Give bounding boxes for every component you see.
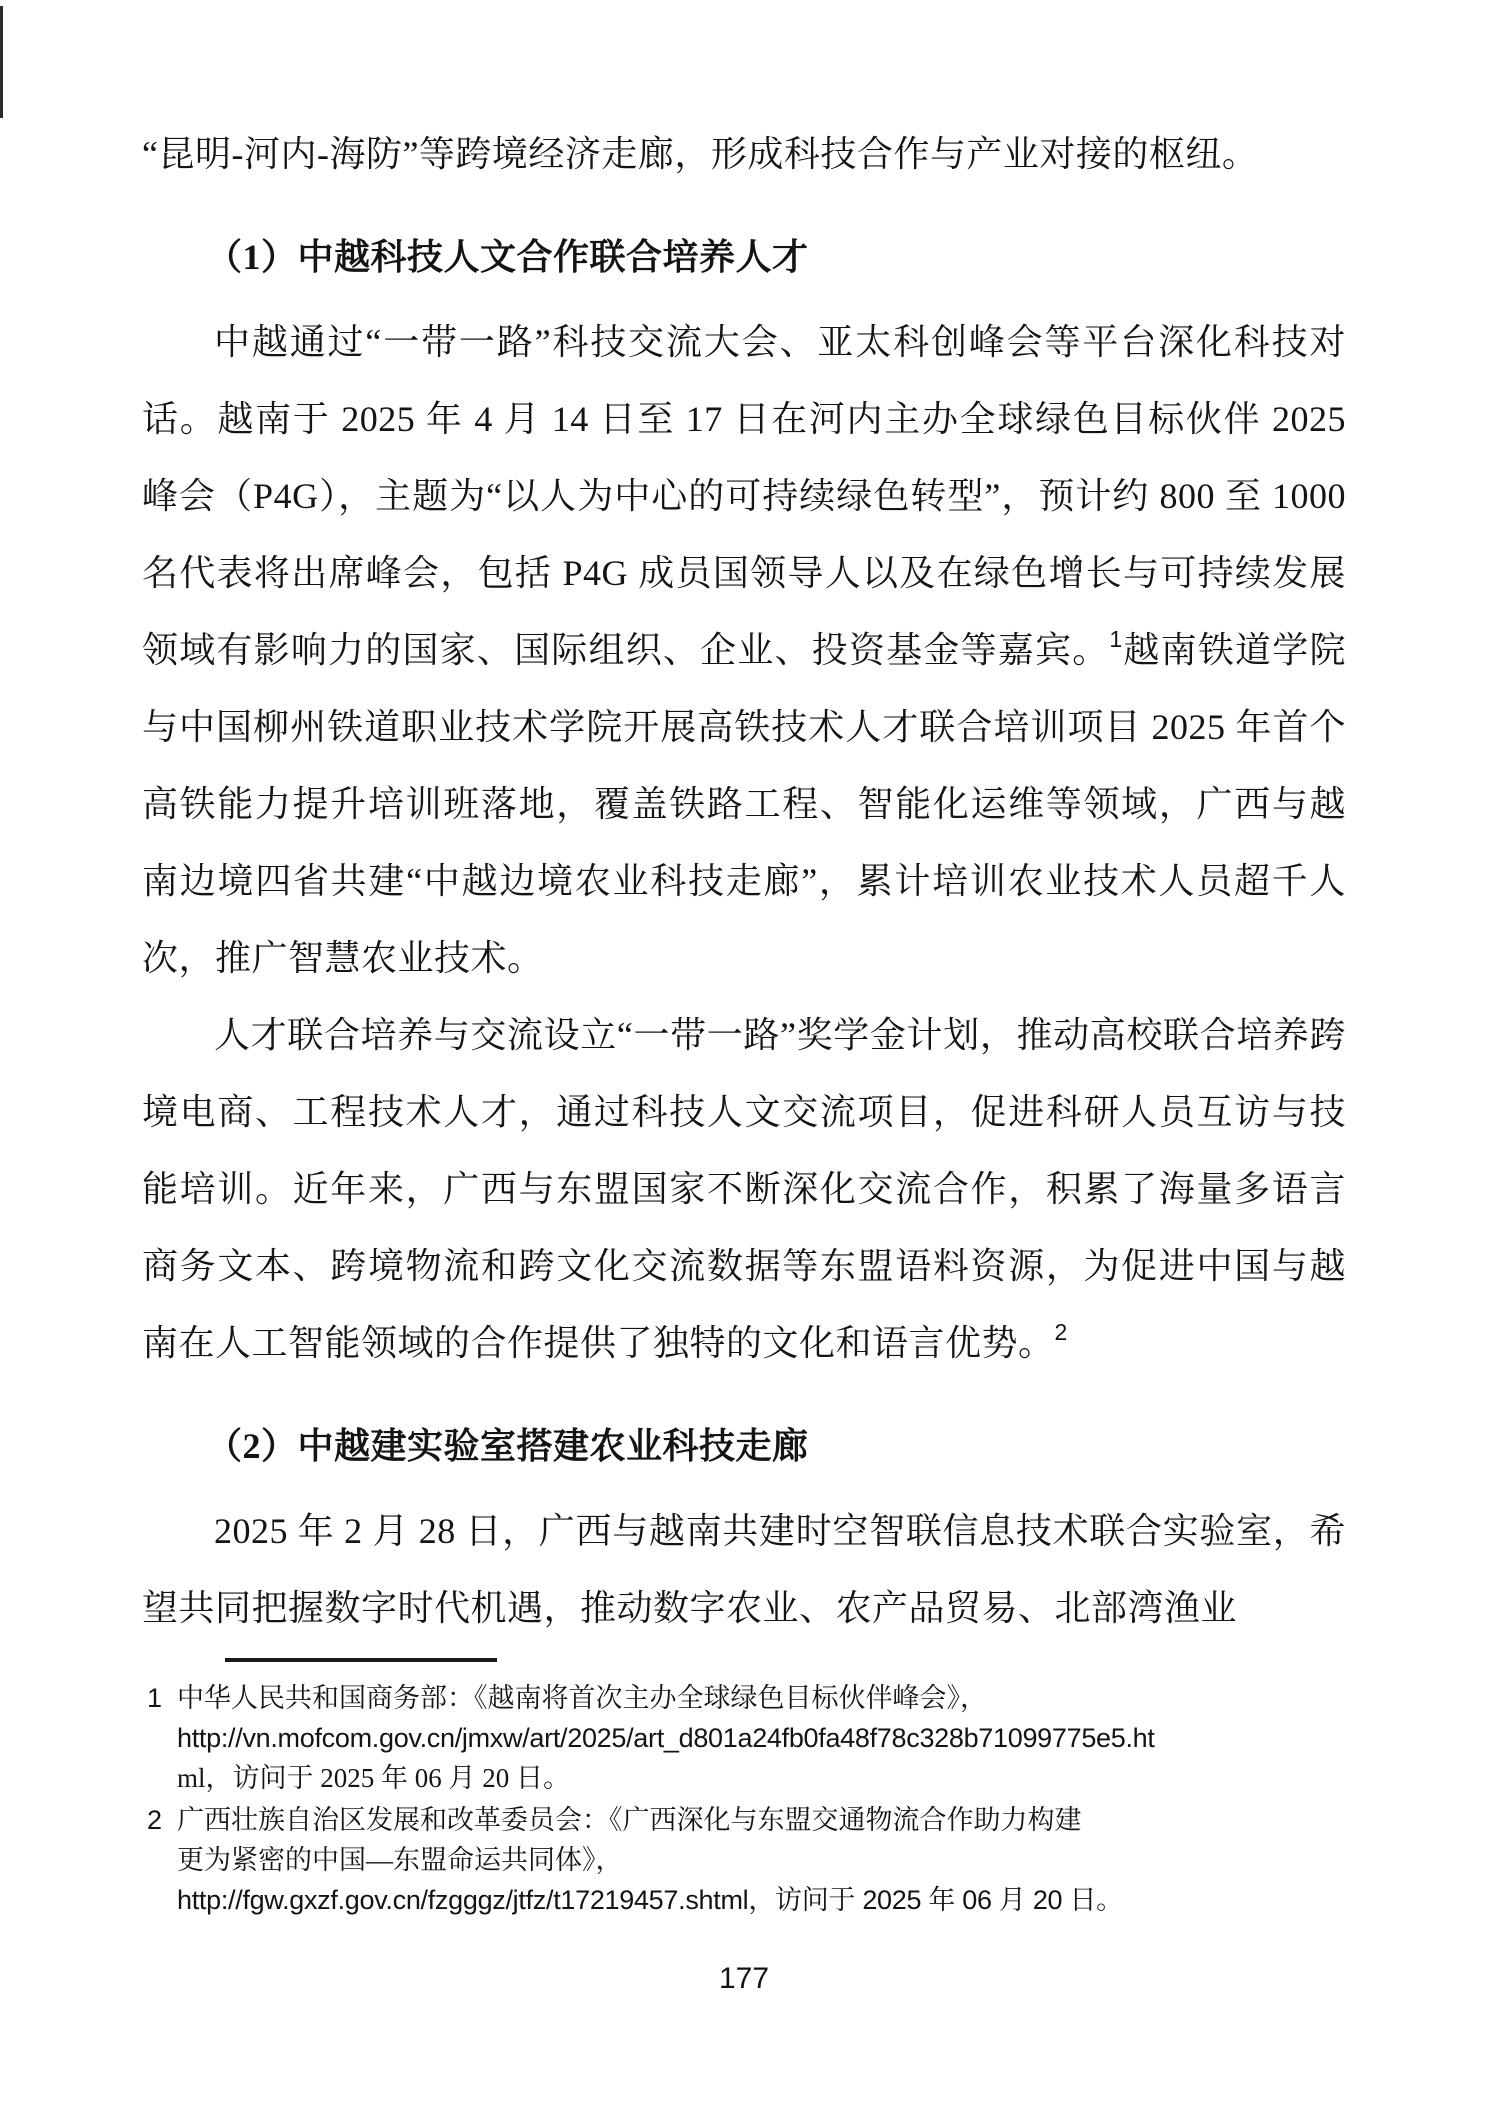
footnote-1-url: http://vn.mofcom.gov.cn/jmxw/art/2025/art_d801a24fb0fa48f78c328b71099775e5.ht	[177, 1723, 1155, 1753]
footnote-1-line-1: 中华人民共和国商务部：《越南将首次主办全球绿色目标伙伴峰会》，	[177, 1683, 987, 1713]
footnote-ref-1: 1	[1109, 626, 1123, 652]
paragraph-2	[142, 997, 1346, 1382]
paragraph-2-text: 人才联合培养与交流设立“一带一路”奖学金计划，推动高校联合培养跨境电商、工程技术人才，通过科技人文交流项目，促进科研人员互访与技能培训。近年来，广西与东盟国家不断深化交流合作，积累了海量多语言商务文本、跨境物流和跨文化交流数据等东盟语料资源，为促进中国与越南在人工智能领域的合作提供了独特的文化和语言优势。	[142, 1015, 1346, 1363]
paragraph-3: 2025 年 2 月 28 日，广西与越南共建时空智联信息技术联合实验室，希望共同把握数字时代机遇，推动数字农业、农产品贸易、北部湾渔业	[142, 1511, 1346, 1628]
paragraph-1-text-continued: 越南铁道学院与中国柳州铁道职业技术学院开展高铁技术人才联合培训项目 2025 年首个高铁能力提升培训班落地，覆盖铁路工程、智能化运维等领域，广西与越南边境四省共建“中越边境农业科技走廊”，累计培训农业技术人员超千人次，推广智慧农业技术。	[142, 630, 1346, 978]
footnote-area	[0, 1646, 1488, 2104]
footnote-1-marker: 1	[147, 1683, 163, 1713]
paragraph-1	[142, 304, 1346, 997]
section-heading-1: （1）中越科技人文合作联合培养人才	[206, 237, 809, 277]
page-body	[142, 116, 1346, 1647]
footnote-2-line-2: 更为紧密的中国—东盟命运共同体》，	[177, 1845, 623, 1875]
footnote-2	[147, 1800, 1348, 1920]
page-number: 177	[718, 1962, 770, 1995]
footnote-1	[147, 1678, 1348, 1798]
paragraph-1-text: 中越通过“一带一路”科技交流大会、亚太科创峰会等平台深化科技对话。越南于 2025 年 4 月 14 日至 17 日在河内主办全球绿色目标伙伴 2025 峰会（P4G），主题为“以人为中心的可持续绿色转型”，预计约 800 至 1000 名代表将出席峰会，包括 P4G 成员国领导人以及在绿色增长与可持续发展领域有影响力的国家、国际组织、企业、投资基金等嘉宾。	[142, 322, 1346, 670]
paragraph-continued: “昆明-河内-海防”等跨境经济走廊，形成科技合作与产业对接的枢纽。	[142, 134, 1259, 174]
footnote-ref-2: 2	[1054, 1319, 1068, 1345]
scan-edge-artifact	[0, 6, 3, 118]
footnote-separator	[225, 1658, 497, 1662]
footnote-2-text	[177, 1800, 1348, 1920]
footnote-2-line-1: 广西壮族自治区发展和改革委员会：《广西深化与东盟交通物流合作助力构建	[177, 1805, 1082, 1835]
section-heading-2: （2）中越建实验室搭建农业科技走廊	[206, 1426, 809, 1466]
footnote-2-url: http://fgw.gxzf.gov.cn/fzgggz/jtfz/t17219457.shtml，访问于 2025 年 06 月 20 日。	[177, 1885, 1123, 1915]
footnote-1-text	[177, 1678, 1348, 1798]
footnote-1-line-3: ml，访问于 2025 年 06 月 20 日。	[177, 1763, 571, 1793]
footnote-2-marker: 2	[147, 1805, 163, 1835]
